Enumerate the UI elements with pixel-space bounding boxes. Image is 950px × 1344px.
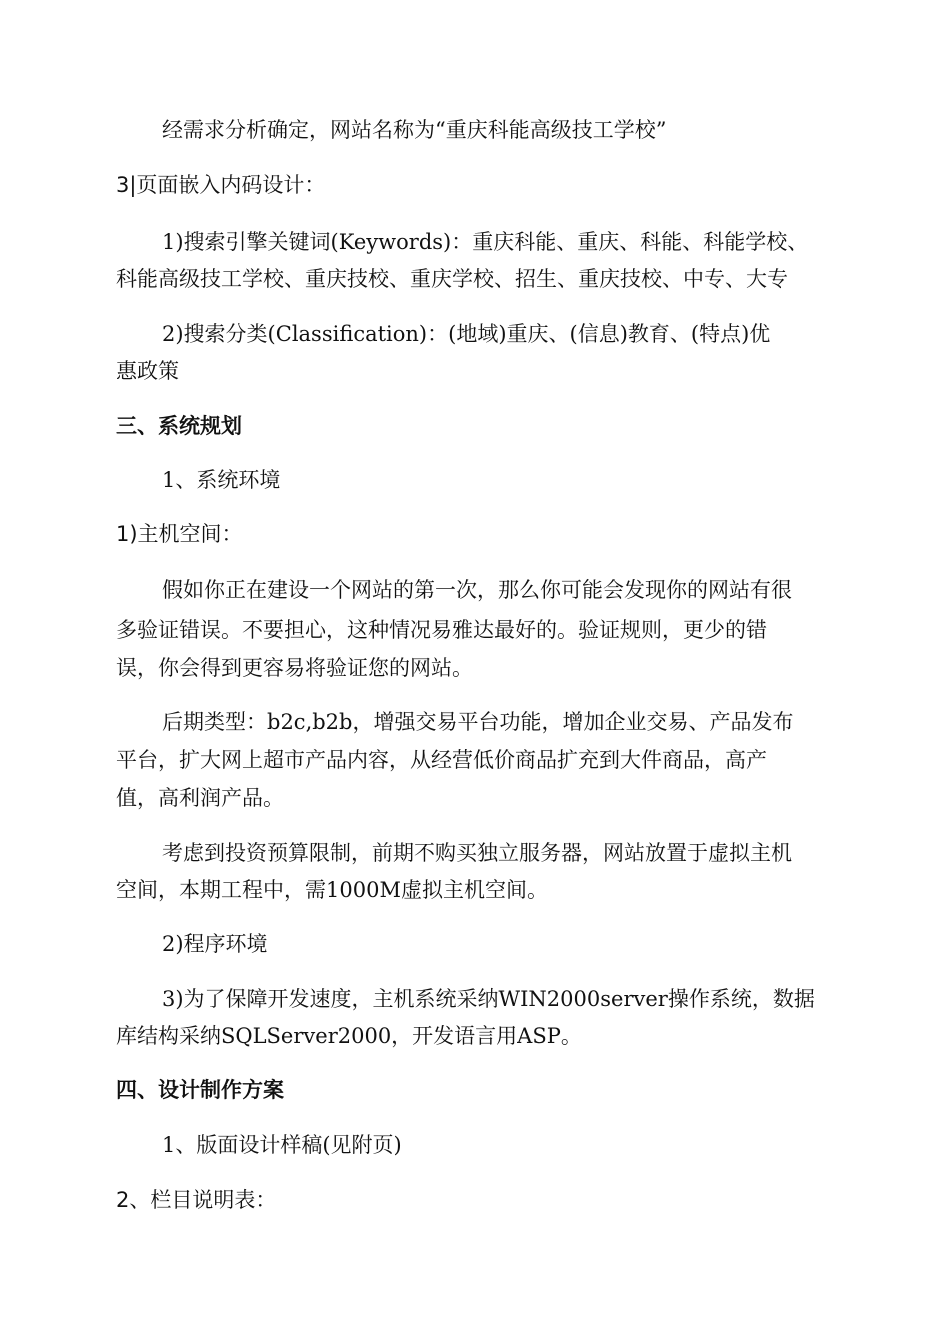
- paragraph-budget-line-2: 空间，本期工程中，需1000M虚拟主机空间。: [116, 878, 548, 902]
- paragraph-verification-line-2: 多验证错误。不要担心，这种情况易雅达最好的。验证规则，更少的错: [116, 618, 767, 642]
- heading-page-code-design: 3|页面嵌入内码设计：: [116, 173, 326, 197]
- paragraph-later-type-line-2: 平台，扩大网上超市产品内容，从经营低价商品扩充到大件商品，高产: [116, 748, 767, 772]
- paragraph-keywords-line-1: 1)搜索引擎关键词(Keywords)：重庆科能、重庆、科能、科能学校、: [162, 230, 809, 254]
- subheading-layout-design: 1、版面设计样稿(见附页): [162, 1133, 402, 1157]
- subheading-system-environment: 1、系统环境: [162, 468, 281, 492]
- paragraph-classification-line-2: 惠政策: [116, 359, 179, 383]
- paragraph-dev-speed-line-2: 库结构采纳SQLServer2000，开发语言用ASP。: [116, 1024, 582, 1048]
- paragraph-later-type-line-1: 后期类型：b2c,b2b，增强交易平台功能，增加企业交易、产品发布: [162, 710, 794, 734]
- paragraph-later-type-line-3: 值，高利润产品。: [116, 786, 284, 810]
- paragraph-verification-line-1: 假如你正在建设一个网站的第一次，那么你可能会发现你的网站有很: [162, 578, 792, 602]
- paragraph-site-name: 经需求分析确定，网站名称为“重庆科能高级技工学校”: [162, 118, 667, 142]
- paragraph-keywords-line-2: 科能高级技工学校、重庆技校、重庆学校、招生、重庆技校、中专、大专: [116, 267, 788, 291]
- subheading-program-environment: 2)程序环境: [162, 932, 268, 956]
- subheading-column-table: 2、栏目说明表：: [116, 1188, 277, 1212]
- paragraph-dev-speed-line-1: 3)为了保障开发速度，主机系统采纳WIN2000server操作系统，数据: [162, 987, 815, 1011]
- paragraph-budget-line-1: 考虑到投资预算限制，前期不购买独立服务器，网站放置于虚拟主机: [162, 841, 792, 865]
- paragraph-classification-line-1: 2)搜索分类(Classification)：(地域)重庆、(信息)教育、(特点)优: [162, 322, 771, 346]
- section-heading-design-plan: 四、设计制作方案: [116, 1078, 284, 1102]
- paragraph-verification-line-3: 误，你会得到更容易将验证您的网站。: [116, 656, 473, 680]
- section-heading-system-planning: 三、系统规划: [116, 414, 242, 438]
- subheading-host-space: 1)主机空间：: [116, 522, 243, 546]
